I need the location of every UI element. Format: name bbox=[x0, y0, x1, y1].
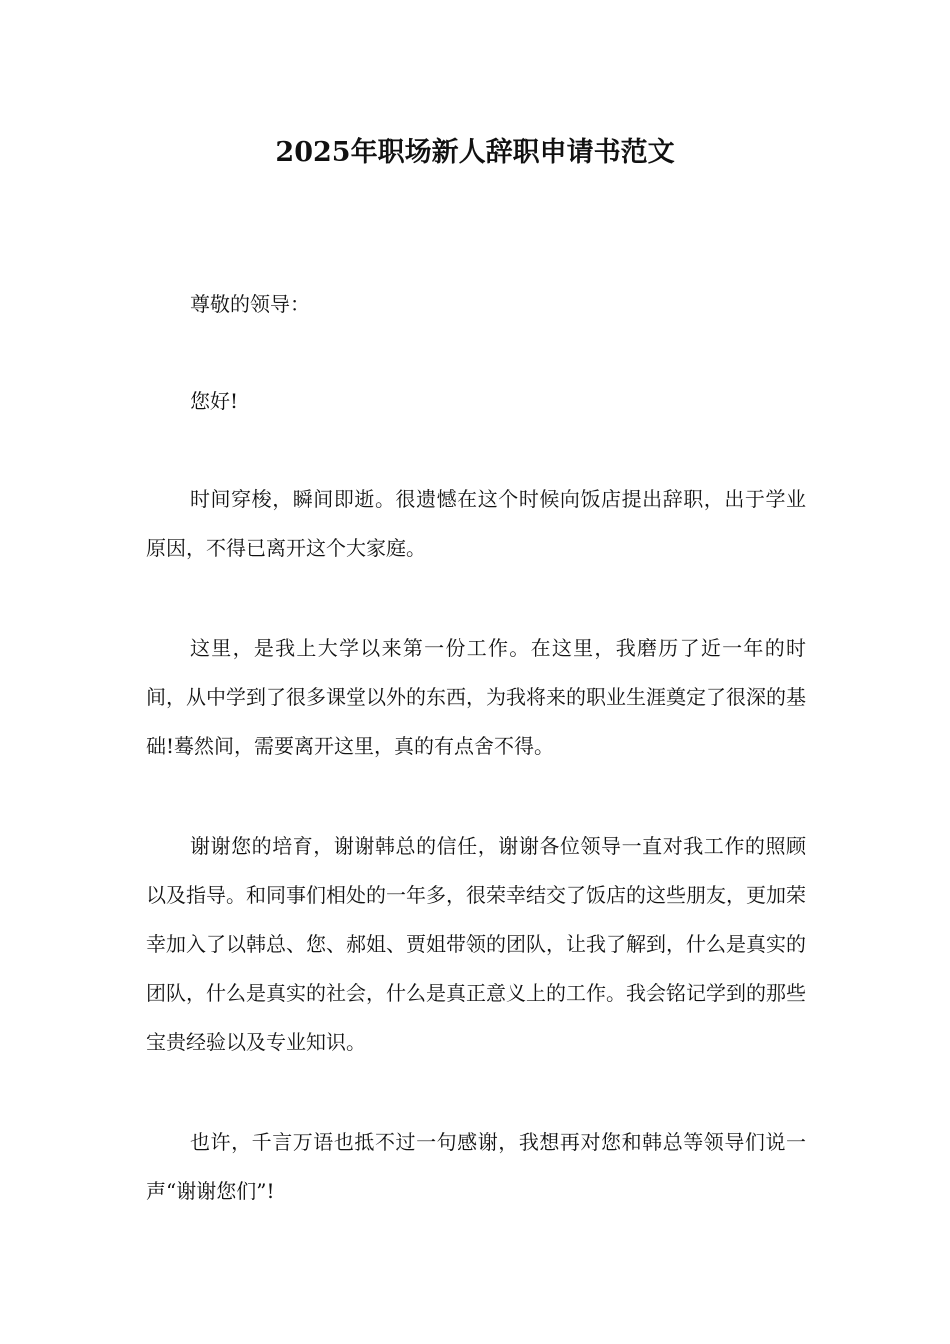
salutation-text: 尊敬的领导： bbox=[190, 292, 310, 316]
greeting-text: 您好! bbox=[190, 389, 239, 413]
body-paragraph: 也许，千言万语也抵不过一句感谢，我想再对您和韩总等领导们说一声“谢谢您们”! bbox=[146, 1130, 806, 1203]
body-paragraph: 时间穿梭，瞬间即逝。很遗憾在这个时候向饭店提出辞职，出于学业原因，不得已离开这个大家庭。 bbox=[146, 487, 806, 560]
body-paragraph: 这里，是我上大学以来第一份工作。在这里，我磨历了近一年的时间，从中学到了很多课堂以外的东西，为我将来的职业生涯奠定了很深的基础!蓦然间，需要离开这里，真的有点舍不得。 bbox=[146, 636, 806, 758]
document-title: 2025年职场新人辞职申请书范文 bbox=[275, 137, 675, 168]
body-paragraph: 谢谢您的培育，谢谢韩总的信任，谢谢各位领导一直对我工作的照顾以及指导。和同事们相处的一年多，很荣幸结交了饭店的这些朋友，更加荣幸加入了以韩总、您、郝姐、贾姐带领的团队，让我了解到，什么是真实的团队，什么是真实的社会，什么是真正意义上的工作。我会铭记学到的那些宝贵经验以及专业知识。 bbox=[146, 834, 806, 1054]
